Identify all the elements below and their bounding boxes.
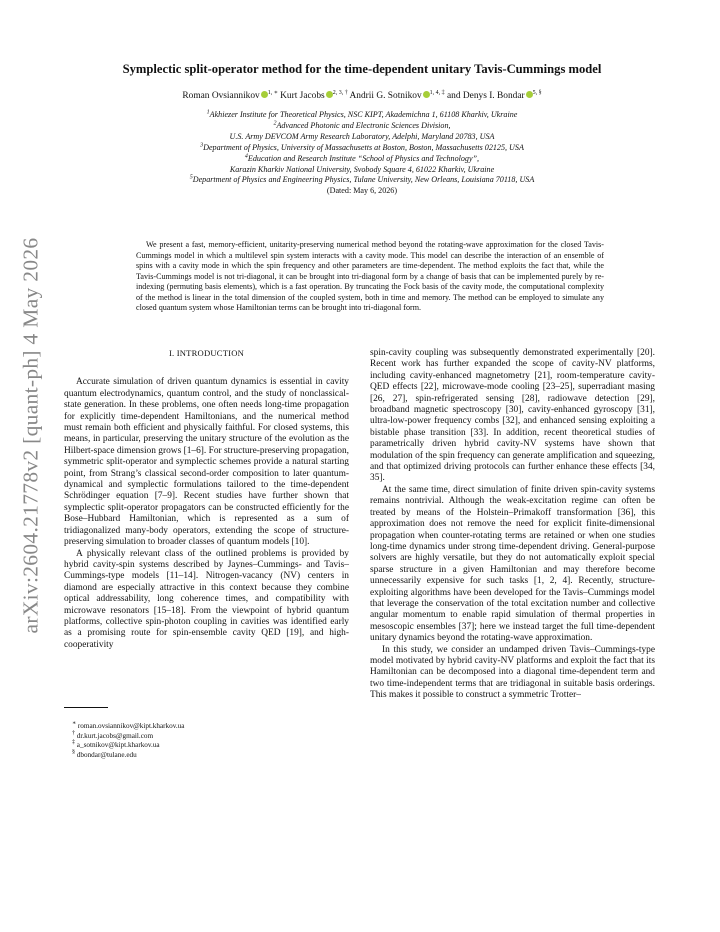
footnote[interactable]: † dr.kurt.jacobs@gmail.com: [72, 730, 154, 740]
affiliation: $^1$Akhiezer Institute for Theoretical Physics, NSC KIPT, Akademichna 1, 61108 Kharkiv, Ukraine: [206, 109, 518, 119]
affiliation: U.S. Army DEVCOM Army Research Laboratory, Adelphi, Maryland 20783, USA: [229, 131, 495, 141]
paragraph: spin-cavity coupling was subsequently demonstrated experimentally [20]. Recent work has further expanded the scope of cavity-NV platforms, including cavity-enhanced magnetometry [21], room-temperature cavity-QED effects [22], microwave-mode cooling [23–25], superradiant masing [26, 27], spin-refrigerated sensing [28], radiowave detection [29], broadband magnetic spectroscopy [30], cavity-enhanced gyroscopy [31], ultra-low-power frequency combs [32], and enhanced sensing exploiting a bistable phase transition [33]. In addition, recent theoretical studies of parametrically driven hybrid cavity-NV systems have shown that modulation of the spin frequency can generate amplification and squeezing, and that optimized driving protocols can further enhance these effects [34, 35].: [370, 348, 655, 484]
paragraph: Accurate simulation of driven quantum dynamics is essential in cavity quantum electrodynamics, quantum control, and the study of nonclassical-state generation. In these problems, one often needs long-time propagation for explicitly time-dependent Hamiltonians, and the numerical method must remain both efficient and physically faithful. For closed systems, this means, in particular, preserving the unitary structure of the evolution as the Hilbert-space dimension grows [1–6]. For structure-preserving propagation, symmetric split-operator and symplectic schemes provide a natural starting point, from Strang’s classical second-order composition to later quantum-dynamical and symplectic formulations tailored to the time-dependent Schrödinger equation [7–9]. Recent studies have further shown that symplectic split-operator propagators can be constructed efficiently for the Bose–Hubbard Hamiltonian, which is represented as a sum of tridiagonalized many-body operators, extending the scope of structure-preserving simulation to broader classes of quantum models [10].: [64, 377, 349, 548]
paragraph: At the same time, direct simulation of finite driven spin-cavity systems remains nontrivial. Although the weak-excitation regime can often be treated by means of the Holstein–Primakoff transformation [36], this approximation does not remove the need for explicit finite-dimensional propagation when counter-rotating terms are retained or when one studies long-time dynamics under strong time-dependent driving. General-purpose solvers are highly versatile, but they do not automatically exploit special sparse structure in a given Hamiltonian and may therefore become unnecessarily expensive for such tasks [1, 2, 4]. Recently, structure-exploiting algorithms have been developed for the Tavis–Cummings model that leverage the conservation of the total excitation number and collective angular momentum to enable rapid simulation of thermal properties in mesoscopic ensembles [37]; here we instead target the full time-dependent unitary dynamics beyond the rotating-wave approximation.: [370, 484, 655, 644]
arxiv-sidebar-stamp: [10, 210, 52, 660]
affiliation: $^5$Department of Physics and Engineering Physics, Tulane University, New Orleans, Louisiana 70118, USA: [189, 174, 535, 185]
abstract: We present a fast, memory-efficient, unitarity-preserving numerical method beyond the rotating-wave approximation for the closed Tavis-Cummings model in which a multilevel spin system interacts with a cavity mode. This model can describe the interaction of an ensemble of spins with a cavity mode in which the spin frequency and other parameters are time-dependent. The method exploits the fact that, while the Tavis-Cummings model is not tri-diagonal, it can be brought into tri-diagonal form by a change of basis that can be implemented purely by re-indexing (permuting basis elements), which is a fast operation. By truncating the Fock basis of the cavity mode, the computational complexity of the method is linear in the total dimension of the coupled system, both in time and memory. The method can be employed to simulate any closed quantum system whose Hamiltonian terms can be brought into tri-diagonal form.: [136, 240, 604, 313]
affiliation: $^4$Education and Research Institute “School of Physics and Technology”,: [244, 152, 480, 163]
section-heading: I. INTRODUCTION: [168, 348, 245, 358]
paper-title: Symplectic split-operator method for the time-dependent unitary Tavis-Cummings model: [122, 62, 602, 76]
author-1: Roman Ovsiannikov $^{1, ∗}$: [182, 89, 278, 101]
footnote-rule: [64, 707, 108, 708]
paragraph: In this study, we consider an undamped driven Tavis–Cummings-type model motivated by hybrid cavity-NV platforms and exploit the fact that its Hamiltonian can be decomposed into a diagonal time-dependent term and two time-independent terms that are tridiagonal in suitable basis orderings. This makes it possible to construct a symmetric Trotter–: [370, 644, 655, 701]
paragraph: A physically relevant class of the outlined problems is provided by hybrid cavity-spin systems described by Jaynes–Cummings- and Tavis–Cummings-type models [11–14]. Nitrogen-vacancy (NV) centers in diamond are especially attractive in this context because they combine optical addressability, long coherence times, and compatibility with microwave resonators [15–18]. From the viewpoint of hybrid quantum platforms, collective spin-photon coupling in cavities was identified early as a promising route for spin-ensemble cavity QED [19], and high-cooperativity: [64, 548, 349, 650]
arxiv-identifier: arXiv:2604.21778v2 [quant-ph] 4 May 2026: [18, 237, 43, 633]
right-column: [370, 348, 655, 702]
orcid-icon[interactable]: [261, 91, 268, 98]
date-line: (Dated: May 6, 2026): [326, 186, 398, 196]
orcid-icon[interactable]: [326, 91, 333, 98]
author-connector: and: [447, 91, 461, 101]
orcid-icon[interactable]: [423, 91, 430, 98]
left-column: [64, 348, 349, 651]
author-list: [64, 91, 660, 101]
affiliation: $^3$Department of Physics, University of Massachusetts at Boston, Boston, Massachusetts 02125, USA: [200, 142, 524, 152]
author-2: Kurt Jacobs $^{2, 3, \dagger}$: [280, 89, 348, 101]
footnote[interactable]: ∗ roman.ovsiannikov@kipt.kharkov.ua: [72, 720, 185, 730]
affiliation: Karazin Kharkiv National University, Svobody Square 4, 61022 Kharkiv, Ukraine: [229, 164, 495, 174]
author-4: Denys I. Bondar $^{5, \S}$: [462, 89, 542, 101]
affiliation: $^2$Advanced Photonic and Electronic Sciences Division,: [273, 120, 451, 130]
footnotes: [64, 722, 349, 760]
orcid-icon[interactable]: [526, 91, 533, 98]
footnote[interactable]: § dbondar@tulane.edu: [72, 749, 137, 759]
affiliation-list: [64, 110, 660, 197]
author-3: Andrii G. Sotnikov $^{1, 4, \ddagger}$: [349, 89, 445, 101]
footnote[interactable]: ‡ a_sotnikov@kipt.kharkov.ua: [72, 739, 160, 750]
